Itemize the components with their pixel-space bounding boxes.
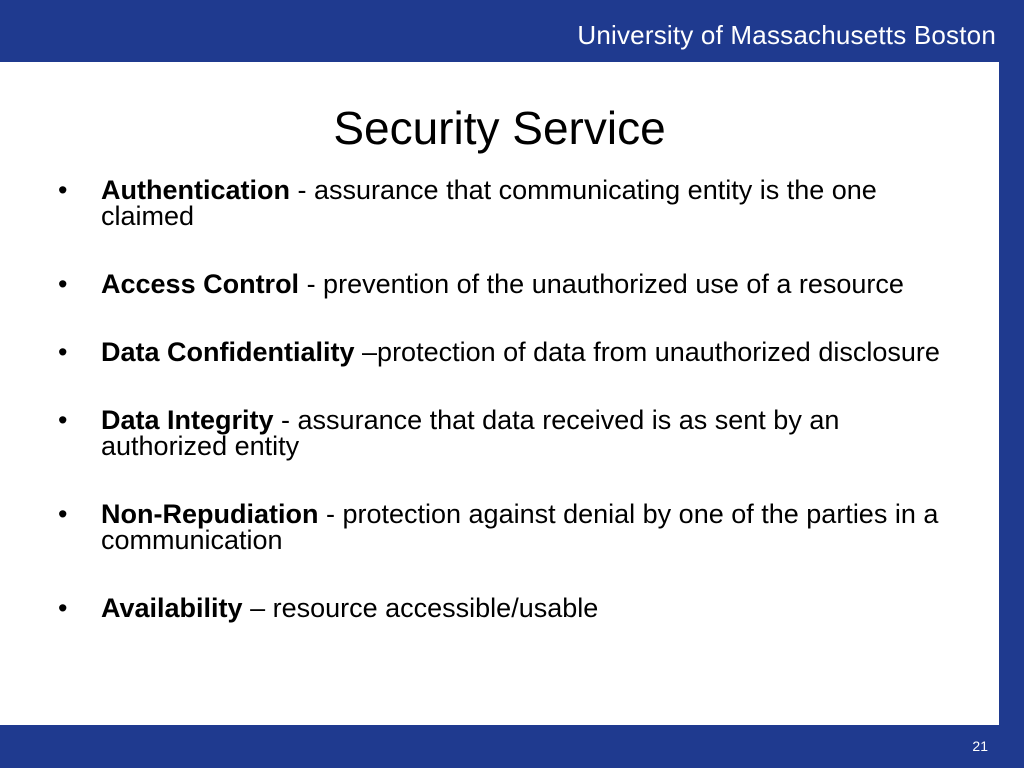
item-term: Non-Repudiation [101, 499, 319, 529]
bullet-icon: • [58, 337, 68, 367]
item-description: - assurance that data received is as sent by an authorized entity [101, 405, 840, 461]
page-number: 21 [972, 738, 988, 754]
footer-bar [0, 725, 1024, 768]
item-description: –protection of data from unauthorized disclosure [354, 337, 940, 367]
list-item [58, 595, 968, 621]
item-description: - protection against denial by one of the parties in a communication [101, 499, 939, 555]
item-term: Data Integrity [101, 405, 274, 435]
item-term: Authentication [101, 175, 290, 205]
item-description: - assurance that communicating entity is the one claimed [101, 175, 877, 231]
header-bar [0, 0, 1024, 62]
bullet-icon: • [58, 175, 68, 205]
bullet-icon: • [58, 499, 68, 529]
item-description: - prevention of the unauthorized use of a resource [299, 269, 904, 299]
list-item [58, 407, 968, 459]
content-panel [0, 62, 999, 725]
list-item [58, 501, 968, 553]
item-term: Availability [101, 593, 243, 623]
item-description: – resource accessible/usable [242, 593, 599, 623]
bullet-icon: • [58, 269, 68, 299]
item-term: Data Confidentiality [101, 337, 355, 367]
list-item [58, 339, 968, 365]
list-item [58, 271, 968, 297]
header-title: University of Massachusetts Boston [577, 20, 996, 50]
bullet-icon: • [58, 405, 68, 435]
slide-title: Security Service [333, 102, 666, 154]
list-item [58, 177, 968, 229]
bullet-icon: • [58, 593, 68, 623]
item-term: Access Control [101, 269, 300, 299]
bullet-list [58, 177, 968, 621]
